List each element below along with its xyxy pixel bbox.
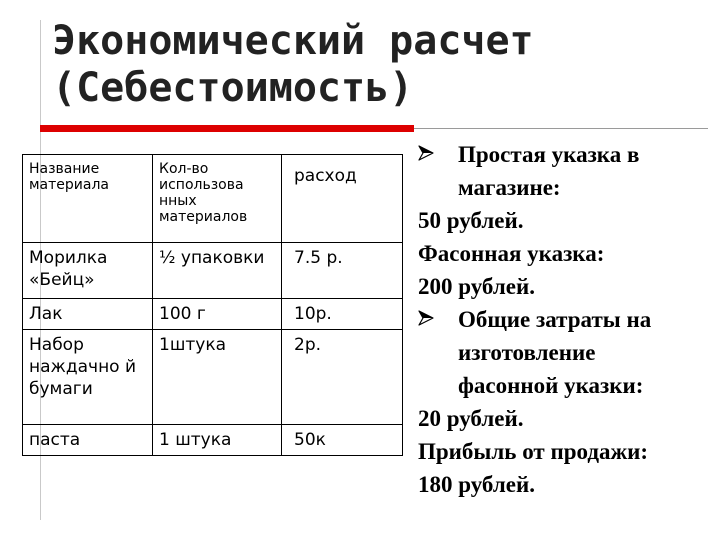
bullet2-line3: фасонной указки: bbox=[458, 373, 644, 398]
profit-value: 180 рублей. bbox=[418, 472, 535, 497]
arrow-bullet-icon bbox=[418, 310, 434, 326]
cell-material: Набор наждачно й бумаги bbox=[23, 330, 153, 425]
title-accent-bar bbox=[40, 125, 414, 132]
bullet-simple-pointer bbox=[418, 138, 718, 204]
label-fancy-pointer: Фасонная указка: bbox=[418, 241, 605, 266]
title-accent-rule bbox=[414, 128, 708, 129]
table-row bbox=[23, 425, 403, 456]
arrow-bullet-icon bbox=[418, 145, 434, 161]
bullet2-line2: изготовление bbox=[458, 340, 596, 365]
bullet2-line1: Общие затраты на bbox=[458, 307, 652, 332]
cell-material: Лак bbox=[23, 299, 153, 330]
bullet-total-costs bbox=[418, 303, 718, 402]
bullet1-line1: Простая указка в bbox=[458, 142, 640, 167]
table-header-row bbox=[23, 155, 403, 243]
cell-expense: 50к bbox=[282, 425, 403, 456]
cell-quantity: 1штука bbox=[153, 330, 282, 425]
cell-material: Морилка «Бейц» bbox=[23, 243, 153, 299]
title-line-2: (Себестоимость) bbox=[52, 65, 414, 111]
materials-table bbox=[22, 154, 403, 456]
profit-label: Прибыль от продажи: bbox=[418, 439, 649, 464]
cell-expense: 7.5 р. bbox=[282, 243, 403, 299]
cell-expense: 2р. bbox=[282, 330, 403, 425]
price-simple: 50 рублей. bbox=[418, 208, 524, 233]
page-title bbox=[52, 18, 534, 112]
header-quantity: Кол-во использова нных материалов bbox=[153, 155, 282, 243]
cell-quantity: 1 штука bbox=[153, 425, 282, 456]
table-row bbox=[23, 299, 403, 330]
cell-material: паста bbox=[23, 425, 153, 456]
table-row bbox=[23, 243, 403, 299]
price-fancy: 200 рублей. bbox=[418, 274, 535, 299]
title-line-1: Экономический расчет bbox=[52, 18, 534, 64]
bullet1-line2: магазине: bbox=[458, 175, 561, 200]
cost-notes bbox=[418, 138, 718, 501]
table-row bbox=[23, 330, 403, 425]
header-expense: расход bbox=[282, 155, 403, 243]
cell-quantity: 100 г bbox=[153, 299, 282, 330]
cell-expense: 10р. bbox=[282, 299, 403, 330]
header-material: Название материала bbox=[23, 155, 153, 243]
cost-value: 20 рублей. bbox=[418, 406, 524, 431]
cell-quantity: ½ упаковки bbox=[153, 243, 282, 299]
